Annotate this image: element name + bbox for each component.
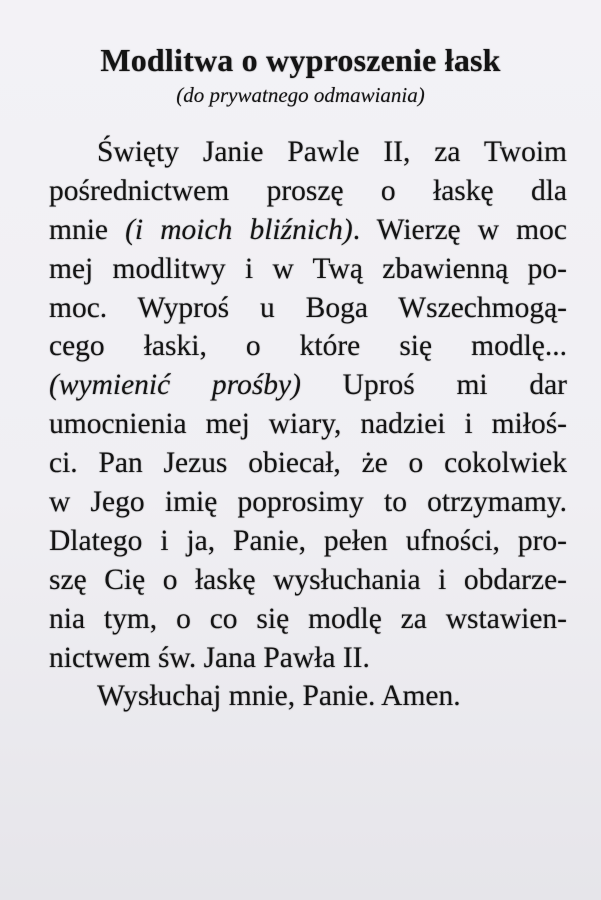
prayer-line: w Jego imię poprosimy to otrzymamy.: [49, 486, 567, 519]
prayer-line: ci. Pan Jezus obiecał, że o cokolwiek: [49, 447, 567, 480]
prayer-subtitle: (do prywatnego odmawiania): [176, 83, 425, 107]
prayer-line: mnie (i moich bliźnich). Wierzę w moc: [49, 213, 567, 246]
prayer-line: (wymienić prośby) Uproś mi dar: [49, 369, 567, 402]
prayer-line: umocnienia mej wiary, nadziei i miłoś-: [49, 408, 567, 441]
prayer-line: szę Cię o łaskę wysłuchania i obdarze-: [49, 563, 567, 596]
prayer-line: nictwem św. Jana Pawła II.: [49, 641, 370, 674]
prayer-line: mej modlitwy i w Twą zbawienną po-: [49, 252, 567, 285]
italic-phrase: (wymienić prośby): [49, 369, 301, 402]
prayer-line: nia tym, o co się modlę za wstawien-: [49, 602, 567, 635]
prayer-text: [49, 133, 567, 716]
italic-phrase: (i moich bliźnich): [125, 213, 353, 246]
prayer-closing-line: Wysłuchaj mnie, Panie. Amen.: [97, 680, 461, 713]
prayer-line: Święty Janie Pawle II, za Twoim: [97, 136, 567, 168]
prayer-line: cego łaski, o które się modlę...: [49, 330, 567, 363]
prayer-line: Dlatego i ja, Panie, pełen ufności, pro-: [49, 524, 567, 557]
prayer-title: Modlitwa o wyproszenie łask: [100, 42, 501, 78]
prayer-line: moc. Wyproś u Boga Wszechmogą-: [49, 291, 567, 324]
prayer-line: pośrednictwem proszę o łaskę dla: [49, 174, 567, 207]
